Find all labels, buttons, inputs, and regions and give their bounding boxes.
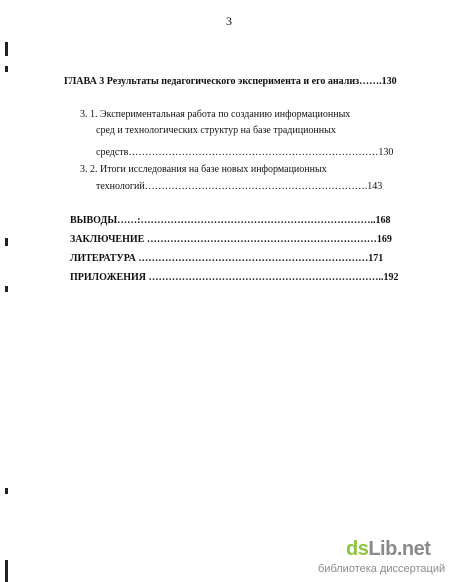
edge-mark: [5, 238, 8, 246]
dslib-logo: [346, 538, 430, 561]
logo-ds: ds: [346, 538, 369, 560]
toc-zaklyuchenie: ЗАКЛЮЧЕНИЕ ……………………………………………………………169: [70, 234, 392, 245]
toc-chapter-3: ГЛАВА 3 Результаты педагогического эксперимента и его анализ…….130: [64, 76, 397, 87]
toc-section-3-2-line-2: технологий………………………………………………………….143: [96, 181, 383, 192]
toc-literatura: ЛИТЕРАТУРА ……………………………………………………………171: [70, 253, 384, 264]
edge-mark: [5, 42, 8, 56]
watermark-subtitle: библиотека диссертаций: [318, 563, 446, 575]
toc-section-3-2-line-1: 3. 2. Итоги исследования на базе новых информационных: [80, 164, 327, 175]
toc-vyvody: ВЫВОДЫ……:……………………………………………………………..168: [70, 215, 391, 226]
toc-section-3-1-line-1: 3. 1. Экспериментальная работа по созданию информационных: [80, 109, 351, 120]
edge-mark: [5, 560, 8, 582]
page-number: 3: [226, 14, 232, 28]
toc-section-3-1-line-2: сред и технологических структур на базе традиционных: [96, 125, 336, 136]
scan-edge-marks: [2, 0, 12, 582]
edge-mark: [5, 488, 8, 494]
edge-mark: [5, 66, 8, 72]
edge-mark: [5, 286, 8, 292]
logo-lib: Lib: [368, 538, 397, 560]
toc-section-3-1-line-3: средств…………………………………………………………………130: [96, 147, 394, 158]
logo-net: .net: [396, 538, 431, 560]
toc-prilozheniya: ПРИЛОЖЕНИЯ ……………………………………………………………..192: [70, 272, 399, 283]
